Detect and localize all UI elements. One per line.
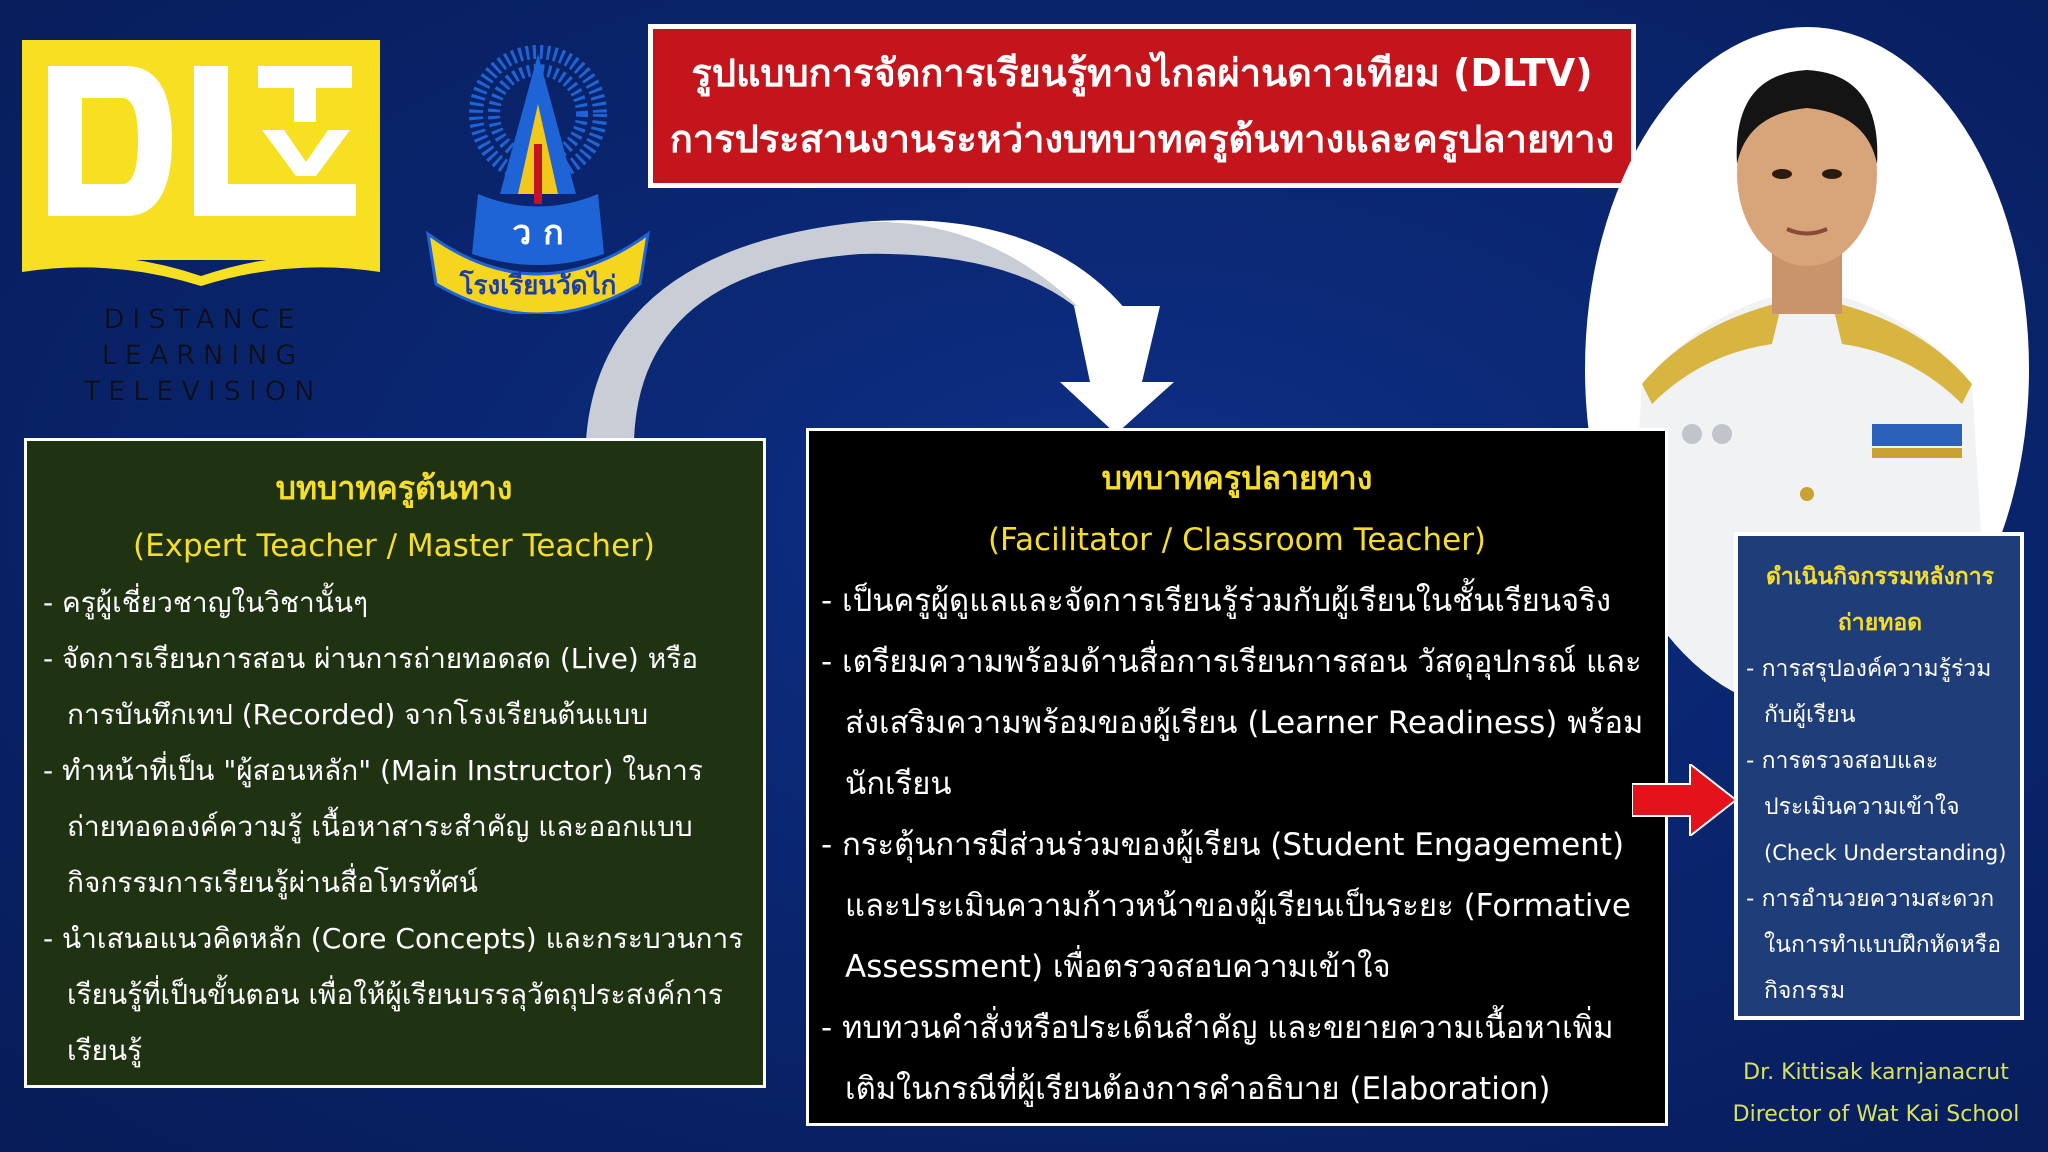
title-line-1: รูปแบบการจัดการเรียนรู้ทางไกลผ่านดาวเทียม (DLTV) bbox=[691, 51, 1593, 95]
emblem-ribbon-text: โรงเรียนวัดไก่ bbox=[459, 271, 617, 301]
title-banner bbox=[648, 24, 1636, 188]
emblem-initials: ว ก bbox=[512, 213, 564, 253]
facilitator-item: - เตรียมความพร้อมด้านสื่อการเรียนการสอน วัสดุอุปกรณ์ และส่งเสริมความพร้อมของผู้เรียน (Learner Readiness) พร้อมนักเรียน bbox=[821, 644, 1644, 802]
flow-curve-arrow bbox=[560, 210, 1260, 440]
facilitator-item: - เป็นครูผู้ดูแลและจัดการเรียนรู้ร่วมกับผู้เรียนในชั้นเรียนจริง bbox=[821, 583, 1611, 619]
facilitator-subheading: (Facilitator / Classroom Teacher) bbox=[987, 522, 1487, 558]
after-broadcast-panel bbox=[1734, 532, 2024, 1020]
after-item: (Check Understanding) bbox=[1764, 841, 2007, 865]
dltv-caption-line1: DISTANCE LEARNING bbox=[101, 304, 305, 371]
expert-item: - จัดการเรียนการสอน ผ่านการถ่ายทอดสด (Live) หรือการบันทึกเทป (Recorded) จากโรงเรียนต้นแบบ bbox=[43, 642, 699, 731]
dltv-caption-line2: TELEVISION bbox=[83, 376, 323, 407]
after-heading: ดำเนินกิจกรรมหลังการถ่ายทอด bbox=[1765, 564, 1995, 636]
expert-heading: บทบาทครูต้นทาง bbox=[275, 469, 513, 507]
expert-item: - ทำหน้าที่เป็น "ผู้สอนหลัก" (Main Instructor) ในการถ่ายทอดองค์ความรู้ เนื้อหาสาระสำคัญ และออกแบบกิจกรรมการเรียนรู้ผ่านสื่อโทรทัศน์ bbox=[43, 754, 703, 899]
dltv-logo bbox=[22, 40, 380, 286]
dltv-caption bbox=[20, 302, 386, 410]
facilitator-heading: บทบาทครูปลายทาง bbox=[1101, 459, 1373, 497]
after-item: - การตรวจสอบและประเมินความเข้าใจ bbox=[1746, 748, 1960, 820]
title-line-2: การประสานงานระหว่างบทบาทครูต้นทางและครูปลายทาง bbox=[669, 117, 1615, 161]
signature bbox=[1708, 1052, 2044, 1136]
facilitator-item: - กระตุ้นการมีส่วนร่วมของผู้เรียน (Student Engagement) และประเมินความก้าวหน้าของผู้เรียนเป็นระยะ (Formative Assessment) เพื่อตรวจสอบความเข้าใจ bbox=[821, 827, 1631, 985]
signature-position: Director of Wat Kai School bbox=[1732, 1102, 2020, 1127]
expert-subheading: (Expert Teacher / Master Teacher) bbox=[133, 528, 655, 564]
expert-item: - นำเสนอแนวคิดหลัก (Core Concepts) และกระบวนการเรียนรู้ที่เป็นขั้นตอน เพื่อให้ผู้เรียนบรรลุวัตถุประสงค์การเรียนรู้ bbox=[43, 922, 744, 1067]
red-arrow-icon bbox=[1632, 764, 1736, 836]
expert-item: - ครูผู้เชี่ยวชาญในวิชานั้นๆ bbox=[43, 586, 369, 619]
facilitator-teacher-panel bbox=[806, 428, 1668, 1126]
expert-teacher-panel bbox=[24, 438, 766, 1088]
facilitator-item: - ทบทวนคำสั่งหรือประเด็นสำคัญ และขยายความเนื้อหาเพิ่มเติมในกรณีที่ผู้เรียนต้องการคำอธิบาย (Elaboration) bbox=[821, 1010, 1614, 1107]
signature-name: Dr. Kittisak karnjanacrut bbox=[1743, 1060, 2009, 1085]
after-item: - การสรุปองค์ความรู้ร่วมกับผู้เรียน bbox=[1746, 656, 1992, 728]
after-item: - การอำนวยความสะดวกในการทำแบบฝึกหัดหรือกิจกรรม bbox=[1746, 886, 2002, 1004]
